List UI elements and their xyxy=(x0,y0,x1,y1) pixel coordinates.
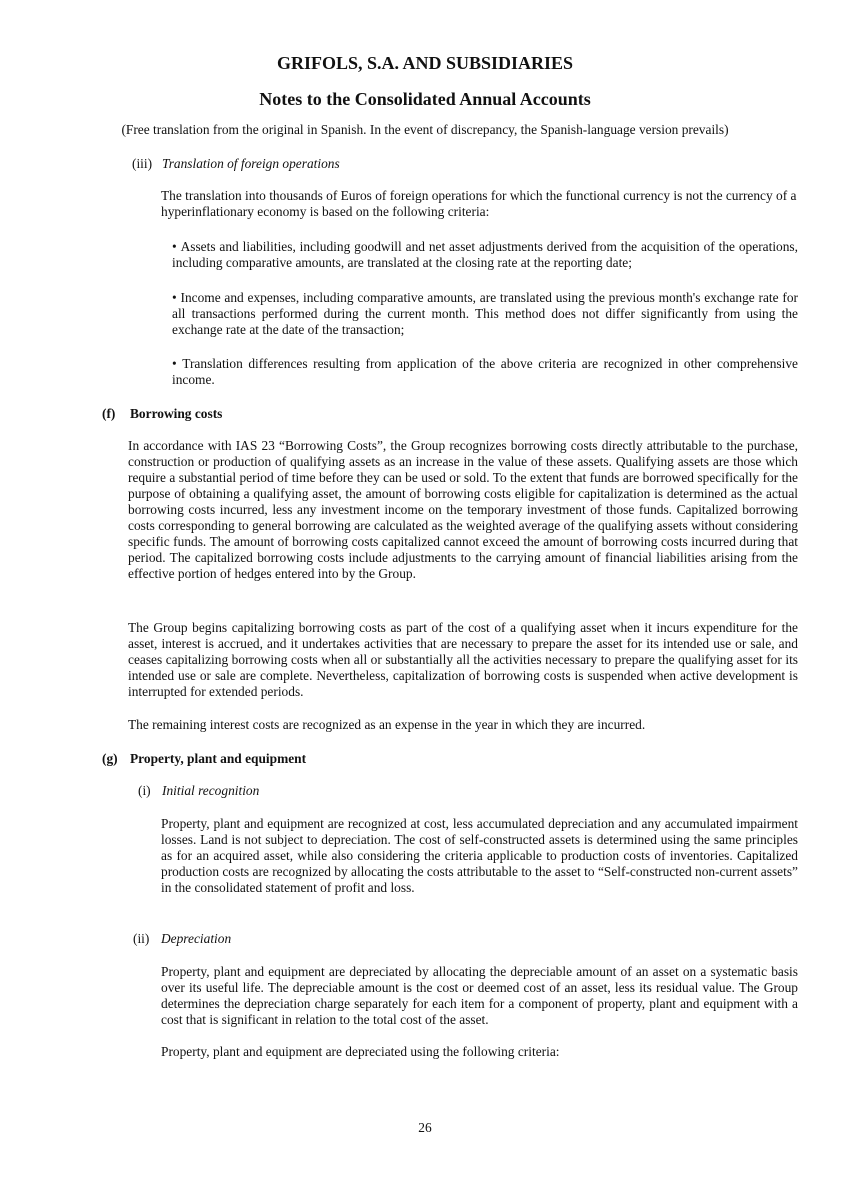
borrowing-paragraph: The Group begins capitalizing borrowing costs as part of the cost of a qualifying asset when it incurs expenditure for the asset, interest is accrued, and it undertakes activities that are necessary to prepare the asset for its intended use or sale, and ceases capitalizing borrowing costs when all or substantially all the activities necessary to prepare the qualifying asset for its intended use or sale are complete. Nevertheless, capitalization of borrowing costs is suspended when active development is interrupted for extended periods. xyxy=(128,620,798,699)
depreciation-paragraph: Property, plant and equipment are depreciated by allocating the depreciable amount of an asset on a systematic basis over its useful life. The depreciable amount is the cost or deemed cost of an asset, less its residual value. The Group determines the depreciation charge separately for each item for a component of property, plant and equipment with a cost that is significant in relation to the total cost of the asset. xyxy=(161,964,798,1027)
subsection-heading-depreciation xyxy=(133,931,231,947)
section-title: Borrowing costs xyxy=(130,406,223,421)
section-heading-borrowing-costs xyxy=(102,406,222,422)
section-letter: (g) xyxy=(102,751,118,766)
bullet-icon: • xyxy=(172,239,177,254)
subsection-title: Initial recognition xyxy=(162,783,260,798)
subsection-title: Translation of foreign operations xyxy=(162,156,340,171)
section-heading-ppe xyxy=(102,751,306,767)
document-title: Notes to the Consolidated Annual Accounts xyxy=(259,89,591,109)
subsection-heading-translation xyxy=(132,156,340,172)
subsection-title: Depreciation xyxy=(161,931,232,946)
depreciation-paragraph: Property, plant and equipment are depreciated using the following criteria: xyxy=(161,1044,560,1059)
subsection-number: (ii) xyxy=(133,931,150,946)
page-number: 26 xyxy=(418,1120,432,1135)
bullet-item: • Assets and liabilities, including goodwill and net asset adjustments derived from the acquisition of the operations, including comparative amounts, are translated at the closing rate at the reporting date; xyxy=(172,239,798,270)
bullet-icon: • xyxy=(172,290,177,305)
subsection-number: (i) xyxy=(138,783,151,798)
bullet-item: • Income and expenses, including comparative amounts, are translated using the previous month's exchange rate for all transactions performed during the current month. This method does not differ significantly from using the exchange rate at the date of the transaction; xyxy=(172,290,798,337)
subsection-heading-initial-recognition xyxy=(138,783,259,799)
bullet-icon: • xyxy=(172,356,177,371)
translation-note: (Free translation from the original in Spanish. In the event of discrepancy, the Spanish-language version prevails) xyxy=(121,122,729,137)
company-title: GRIFOLS, S.A. AND SUBSIDIARIES xyxy=(276,53,574,73)
section-letter: (f) xyxy=(102,406,116,421)
borrowing-paragraph: In accordance with IAS 23 “Borrowing Costs”, the Group recognizes borrowing costs directly attributable to the purchase, construction or production of qualifying assets as an increase in the value of these assets. Qualifying assets are those which require a substantial period of time before they can be used or sold. To the extent that funds are borrowed specifically for the purpose of obtaining a qualifying asset, the amount of borrowing costs eligible for capitalization is determined as the actual borrowing costs incurred, less any investment income on the temporary investment of those funds. Capitalized borrowing costs corresponding to general borrowing are calculated as the weighted average of the qualifying assets without considering specific funds. The amount of borrowing costs capitalized cannot exceed the amount of borrowing costs incurred during that period. The capitalized borrowing costs include adjustments to the carrying amount of financial liabilities arising from the effective portion of hedges entered into by the Group. xyxy=(128,438,798,581)
bullet-item: • Translation differences resulting from application of the above criteria are recognized in other comprehensive income. xyxy=(172,356,798,387)
subsection-number: (iii) xyxy=(132,156,153,171)
borrowing-paragraph: The remaining interest costs are recognized as an expense in the year in which they are incurred. xyxy=(128,717,646,732)
translation-intro: The translation into thousands of Euros of foreign operations for which the functional currency is not the currency of a hyperinflationary economy is based on the following criteria: xyxy=(161,188,797,219)
section-title: Property, plant and equipment xyxy=(130,751,307,766)
initial-recognition-paragraph: Property, plant and equipment are recognized at cost, less accumulated depreciation and any accumulated impairment losses. Land is not subject to depreciation. The cost of self-constructed assets is determined using the same principles as for an acquired asset, while also considering the criteria applicable to production costs of inventories. Capitalized production costs are recognized by allocating the costs attributable to the asset to “Self-constructed non-current assets” in the consolidated statement of profit and loss. xyxy=(161,816,798,895)
